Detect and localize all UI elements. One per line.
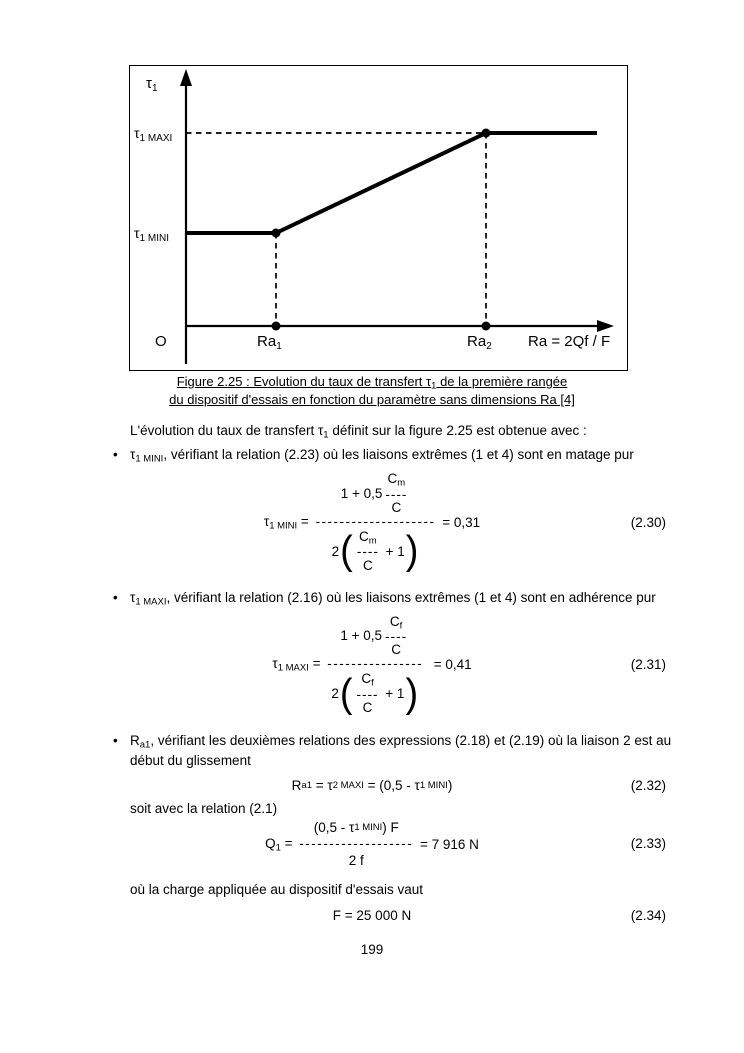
equation-lhs	[264, 513, 313, 533]
x-axis-title: Ra = 2Qf / F	[528, 333, 611, 350]
denominator-plus: + 1	[381, 543, 405, 559]
y-axis-arrow	[180, 69, 192, 86]
page-body	[0, 374, 744, 924]
intro-fragment: L'évolution du taux de transfert τ	[130, 422, 324, 438]
subscript: 1 MAXI	[135, 596, 167, 608]
subscript: 1	[323, 429, 329, 441]
subscript: 1 MINI	[354, 822, 383, 834]
equation-result: = 0,31	[438, 514, 481, 530]
charge-line: où la charge appliquée au dispositif d'essais vaut	[130, 882, 424, 898]
inner-denominator: C	[362, 699, 373, 715]
fraction-bar: ----------------	[327, 656, 424, 672]
y-axis-title	[146, 74, 158, 95]
x-tick-ra2	[467, 332, 492, 353]
left-paren: (	[339, 671, 353, 716]
inner-fraction	[357, 530, 379, 573]
fraction-bar: --------------------	[315, 514, 436, 530]
inner-denominator: C	[362, 557, 373, 573]
equation-body	[265, 819, 479, 869]
subscript: 1	[431, 380, 437, 392]
tau-symbol: τ	[146, 75, 152, 92]
equation-2-31	[0, 615, 744, 715]
inner-fraction-bar: ----	[356, 686, 379, 702]
subscript: 1	[275, 842, 281, 853]
origin-label: O	[155, 333, 167, 350]
tau-symbol: τ	[130, 589, 136, 605]
bullet-icon: •	[113, 732, 118, 748]
fraction	[299, 819, 413, 869]
denominator-coefficient: 2	[331, 685, 339, 701]
page-number: 199	[360, 942, 384, 957]
point-ra2-curve	[482, 129, 491, 138]
fraction-bar: -------------------	[299, 836, 414, 851]
subscript: 1 MINI	[419, 779, 448, 791]
bullet-tau1-mini	[113, 446, 674, 466]
tau-symbol: τ	[134, 125, 140, 141]
fraction-numerator	[340, 615, 410, 658]
subscript: 1 MINI	[135, 453, 164, 465]
subscript: 1	[151, 83, 158, 94]
symbol: C	[358, 528, 369, 544]
bullet-text	[130, 589, 656, 609]
caption-fragment: Figure 2.25 : Evolution du taux de transfert τ	[176, 374, 432, 389]
caption-line-1	[0, 374, 744, 392]
intro-paragraph	[130, 422, 666, 442]
point-ra1-curve	[272, 229, 281, 238]
fraction-numerator	[341, 472, 411, 515]
figure-caption	[0, 374, 744, 409]
subscript: a1	[301, 779, 312, 791]
equation-2-30	[0, 472, 744, 572]
equation-number: (2.34)	[630, 907, 666, 923]
equation-lhs	[265, 835, 296, 855]
x-axis-arrow	[597, 320, 614, 332]
caption-line-2	[0, 392, 744, 408]
ra-symbol: Ra	[257, 333, 277, 350]
equation-2-34	[0, 907, 744, 925]
figure-chart	[130, 66, 627, 370]
equation-body: F = 25 000 N	[332, 907, 412, 923]
equation-number: (2.31)	[630, 656, 666, 672]
equation-number: (2.33)	[630, 836, 666, 852]
inner-denominator: C	[391, 499, 402, 515]
subscript: f	[399, 620, 403, 632]
tau-symbol: τ	[263, 513, 270, 529]
inner-fraction	[385, 615, 407, 658]
equation-result: = 0,41	[426, 656, 472, 672]
r-symbol: R	[130, 732, 140, 748]
bullet-text	[130, 446, 634, 466]
equation-body	[292, 777, 453, 795]
caption-text: du dispositif d'essais en fonction du paramètre sans dimensions Ra [4]	[169, 392, 575, 408]
subscript: 1 MINI	[269, 520, 298, 532]
caption-fragment: de la première rangée	[436, 374, 568, 389]
equation-2-32	[0, 777, 744, 795]
fraction-numerator	[314, 819, 399, 837]
equation-body	[272, 615, 471, 715]
subscript: f	[371, 677, 374, 689]
bullet-ra1	[113, 732, 674, 769]
equation-fragment: = (0,5 - τ	[363, 778, 420, 794]
equals-sign: =	[297, 513, 313, 529]
numerator-text: ) F	[382, 820, 399, 836]
right-paren: )	[405, 671, 419, 716]
tau-symbol: τ	[134, 225, 140, 241]
symbol: C	[387, 471, 398, 487]
bullet-fragment: , vérifiant la relation (2.23) où les liaisons extrêmes (1 et 4) sont en matage pur	[163, 447, 634, 463]
bullet-icon: •	[113, 447, 118, 463]
bullet-fragment: , vérifiant les deuxièmes relations des expressions (2.18) et (2.19) où la liaison 2 est au début du glissement	[130, 732, 672, 768]
right-paren: )	[405, 529, 419, 574]
bullet-text	[130, 732, 674, 769]
numerator-text: 1 + 0,5	[340, 485, 383, 501]
y-tick-mini	[134, 224, 169, 245]
subscript: 2	[486, 341, 492, 352]
equation-lhs	[272, 655, 324, 675]
subscript: 2 MAXI	[332, 779, 364, 791]
symbol: C	[389, 613, 400, 629]
equation-result: = 7 916 N	[416, 836, 479, 852]
bullet-tau1-maxi	[113, 589, 674, 609]
subscript: 1	[276, 341, 282, 352]
equation-body	[264, 472, 480, 572]
fraction-denominator	[331, 672, 419, 715]
soit-line: soit avec la relation (2.1)	[130, 800, 278, 816]
left-paren: (	[340, 529, 353, 574]
subscript: 1 MINI	[139, 233, 169, 244]
fraction-denominator	[332, 530, 420, 573]
denominator-plus: + 1	[381, 685, 405, 701]
caption-text	[176, 374, 568, 392]
fraction	[316, 472, 436, 572]
fraction-denominator: 2 f	[348, 852, 364, 868]
subscript: a1	[139, 739, 151, 751]
subscript: 1 MAXI	[139, 133, 173, 144]
tau-symbol: τ	[130, 447, 136, 463]
equation-number: (2.30)	[630, 514, 666, 530]
inner-fraction	[385, 472, 407, 515]
equals-sign: =	[308, 655, 325, 671]
inner-fraction-bar: ----	[356, 544, 379, 560]
bullet-icon: •	[113, 589, 118, 605]
equation-number: (2.32)	[630, 778, 666, 794]
fraction	[327, 615, 423, 715]
tau-symbol: τ	[272, 655, 278, 671]
equation-fragment: )	[447, 778, 453, 794]
equation-2-33	[0, 819, 744, 869]
transfer-rate-curve	[186, 133, 597, 233]
y-tick-maxi	[134, 124, 172, 145]
ra-symbol: Ra	[467, 333, 487, 350]
numerator-text: 1 + 0,5	[340, 628, 383, 644]
numerator-text: (0,5 - τ	[313, 820, 355, 836]
figure-2-25	[129, 65, 628, 371]
symbol: C	[361, 671, 372, 687]
inner-fraction-bar: ----	[385, 629, 408, 645]
equals-sign: =	[280, 835, 297, 851]
point-ra2-axis	[482, 322, 491, 331]
equation-fragment: = τ	[311, 778, 333, 794]
subscript: 1 MAXI	[277, 662, 309, 674]
q-symbol: Q	[265, 835, 276, 851]
inner-fraction-bar: ----	[385, 486, 408, 502]
x-tick-ra1	[257, 332, 282, 353]
bullet-fragment: , vérifiant la relation (2.16) où les liaisons extrêmes (1 et 4) sont en adhérence pur	[166, 589, 656, 605]
r-symbol: R	[291, 778, 302, 794]
inner-fraction	[357, 672, 379, 715]
inner-denominator: C	[391, 642, 401, 658]
intro-fragment: définit sur la figure 2.25 est obtenue avec :	[328, 422, 587, 438]
point-ra1-axis	[272, 322, 281, 331]
subscript: m	[368, 535, 377, 547]
denominator-coefficient: 2	[331, 543, 340, 559]
subscript: m	[397, 477, 406, 489]
